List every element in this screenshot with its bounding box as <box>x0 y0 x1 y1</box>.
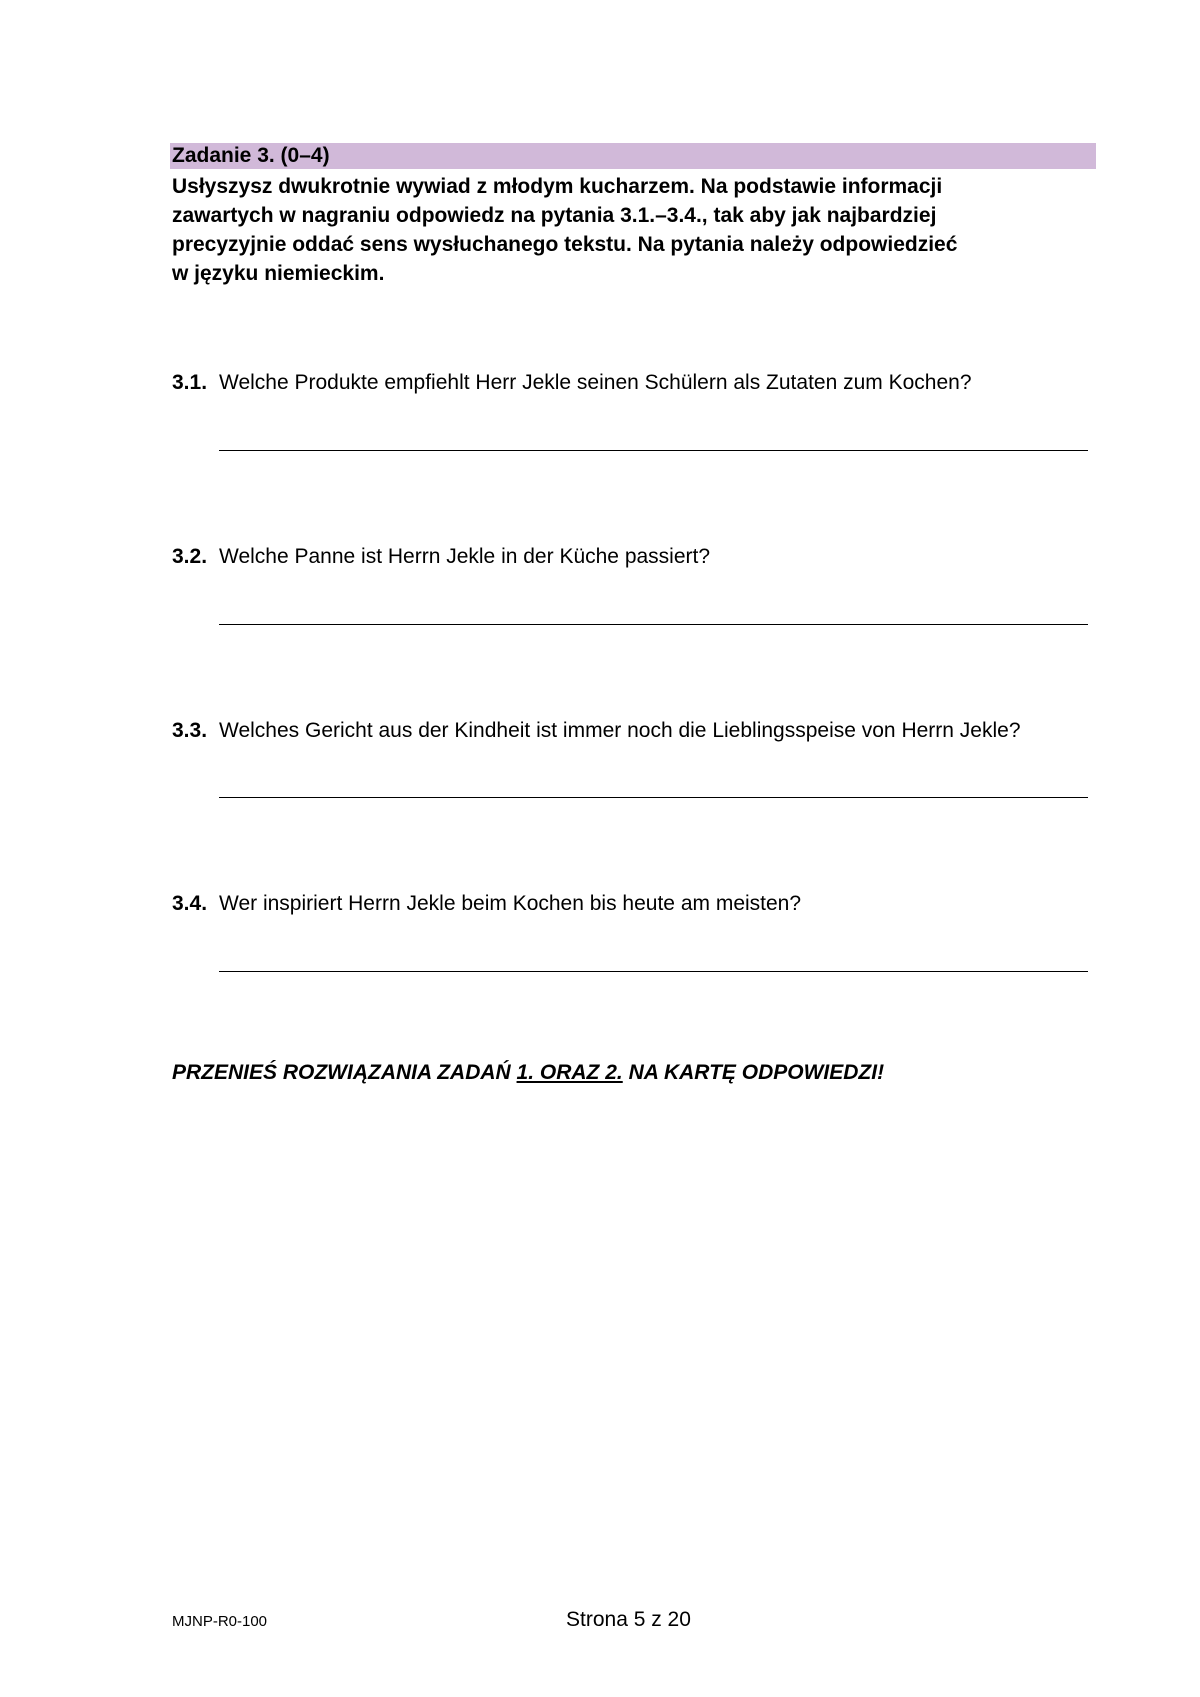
question-number: 3.3. <box>172 719 208 742</box>
question-3-4 <box>172 891 1092 917</box>
answer-line-3-3[interactable] <box>219 797 1088 798</box>
exam-code: MJNP-R0-100 <box>172 1613 268 1630</box>
question-number: 3.2. <box>172 545 208 568</box>
question-3-3 <box>172 718 1092 744</box>
transfer-text-after: NA KARTĘ ODPOWIEDZI! <box>622 1061 885 1084</box>
transfer-instruction <box>172 1060 884 1086</box>
answer-line-3-1[interactable] <box>219 450 1088 451</box>
question-number: 3.4. <box>172 892 208 915</box>
instruction-line: precyzyjnie oddać sens wysłuchanego tekstu. Na pytania należy odpowiedzieć <box>172 233 958 256</box>
answer-line-3-2[interactable] <box>219 624 1088 625</box>
question-3-2 <box>172 544 1092 570</box>
page-number: Strona 5 z 20 <box>566 1608 691 1631</box>
task-instruction <box>172 172 1072 288</box>
task-header: Zadanie 3. (0–4) <box>170 143 1096 169</box>
question-text: Welche Produkte empfiehlt Herr Jekle seinen Schülern als Zutaten zum Kochen? <box>219 371 972 394</box>
question-text: Wer inspiriert Herrn Jekle beim Kochen bis heute am meisten? <box>219 892 802 915</box>
instruction-line: zawartych w nagraniu odpowiedz na pytania 3.1.–3.4., tak aby jak najbardziej <box>172 204 937 227</box>
question-3-1 <box>172 370 1092 396</box>
transfer-text-underlined: 1. ORAZ 2. <box>516 1061 623 1084</box>
instruction-line: Usłyszysz dwukrotnie wywiad z młodym kucharzem. Na podstawie informacji <box>172 175 943 198</box>
instruction-line: w języku niemieckim. <box>172 262 385 285</box>
question-text: Welches Gericht aus der Kindheit ist immer noch die Lieblingsspeise von Herrn Jekle? <box>219 719 1021 742</box>
answer-line-3-4[interactable] <box>219 971 1088 972</box>
transfer-text-before: PRZENIEŚ ROZWIĄZANIA ZADAŃ <box>172 1061 517 1084</box>
question-number: 3.1. <box>172 371 208 394</box>
question-text: Welche Panne ist Herrn Jekle in der Küche passiert? <box>219 545 711 568</box>
